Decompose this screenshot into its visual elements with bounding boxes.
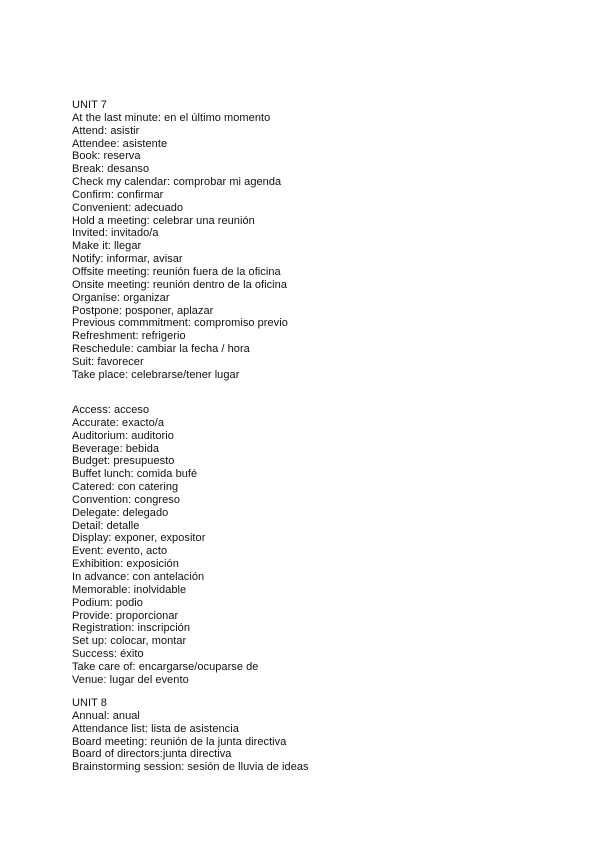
vocab-entry: Registration: inscripción xyxy=(72,622,191,635)
vocab-entry: Accurate: exacto/a xyxy=(72,416,165,429)
vocab-entry: Notify: informar, avisar xyxy=(72,253,183,266)
vocab-entry: Venue: lugar del evento xyxy=(72,673,189,686)
vocab-entry: Postpone: posponer, aplazar xyxy=(72,304,214,317)
vocab-entry: Take care of: encargarse/ocuparse de xyxy=(72,660,259,673)
vocab-entry: Reschedule: cambiar la fecha / hora xyxy=(72,343,250,356)
vocab-entry: Confirm: confirmar xyxy=(72,188,164,201)
vocab-entry: Refreshment: refrigerio xyxy=(72,330,186,343)
vocab-entry: In advance: con antelación xyxy=(72,570,205,583)
vocab-entry: Offsite meeting: reunión fuera de la oficina xyxy=(72,265,281,278)
vocab-entry: Invited: invitado/a xyxy=(72,227,159,240)
vocab-entry: Attendee: asistente xyxy=(72,137,168,150)
vocab-entry: Access: acceso xyxy=(72,404,150,416)
vocab-entry: Success: éxito xyxy=(72,648,144,661)
vocab-entry: Hold a meeting: celebrar una reunión xyxy=(72,214,255,227)
vocab-entry: Annual: anual xyxy=(72,709,140,722)
vocab-entry: Set up: colocar, montar xyxy=(72,635,187,648)
vocab-entry: Onsite meeting: reunión dentro de la oficina xyxy=(72,278,287,291)
unit-8-heading: UNIT 8 xyxy=(72,697,107,709)
vocab-entry: Check my calendar: comprobar mi agenda xyxy=(72,176,282,189)
vocab-entry: Event: evento, acto xyxy=(72,545,168,558)
vocab-entry: Catered: con catering xyxy=(72,481,179,494)
vocab-entry: Previous commmitment: compromiso previo xyxy=(72,317,288,330)
vocab-entry: Brainstorming session: sesión de lluvia de ideas xyxy=(72,761,309,774)
vocab-entry: Detail: detalle xyxy=(72,519,140,532)
unit-7-heading: UNIT 7 xyxy=(72,99,107,111)
vocab-entry: Break: desanso xyxy=(72,163,150,176)
unit-7-section xyxy=(72,99,288,382)
vocab-entry: Provide: proporcionar xyxy=(72,609,179,622)
vocab-entry: Buffet lunch: comida bufé xyxy=(72,468,198,481)
vocab-entry: Make it: llegar xyxy=(72,240,142,253)
vocab-entry: Board of directors:junta directiva xyxy=(72,748,232,761)
unit-8-section xyxy=(72,697,309,774)
vocab-entry: Take place: celebrarse/tener lugar xyxy=(72,368,240,381)
vocab-entry: Display: exponer, expositor xyxy=(72,532,206,545)
vocab-entry: At the last minute: en el último momento xyxy=(72,111,271,124)
vocab-entry: Beverage: bebida xyxy=(72,442,160,455)
vocab-entry: Convention: congreso xyxy=(72,493,181,506)
vocab-entry: Convenient: adecuado xyxy=(72,201,184,214)
vocab-entry: Suit: favorecer xyxy=(72,355,144,368)
vocab-entry: Budget: presupuesto xyxy=(72,455,175,468)
vocab-entry: Book: reserva xyxy=(72,150,141,163)
events-vocabulary-section xyxy=(72,404,258,687)
vocab-entry: Board meeting: reunión de la junta directiva xyxy=(72,735,287,748)
vocab-entry: Attend: asistir xyxy=(72,124,140,137)
vocab-entry: Organise: organizar xyxy=(72,291,170,304)
vocab-entry: Exhibition: exposición xyxy=(72,558,179,571)
vocab-entry: Attendance list: lista de asistencia xyxy=(72,722,239,735)
vocab-entry: Memorable: inolvidable xyxy=(72,583,187,596)
vocab-entry: Auditorium: auditorio xyxy=(72,429,174,442)
vocab-entry: Delegate: delegado xyxy=(72,506,169,519)
vocab-entry: Podium: podio xyxy=(72,596,143,609)
